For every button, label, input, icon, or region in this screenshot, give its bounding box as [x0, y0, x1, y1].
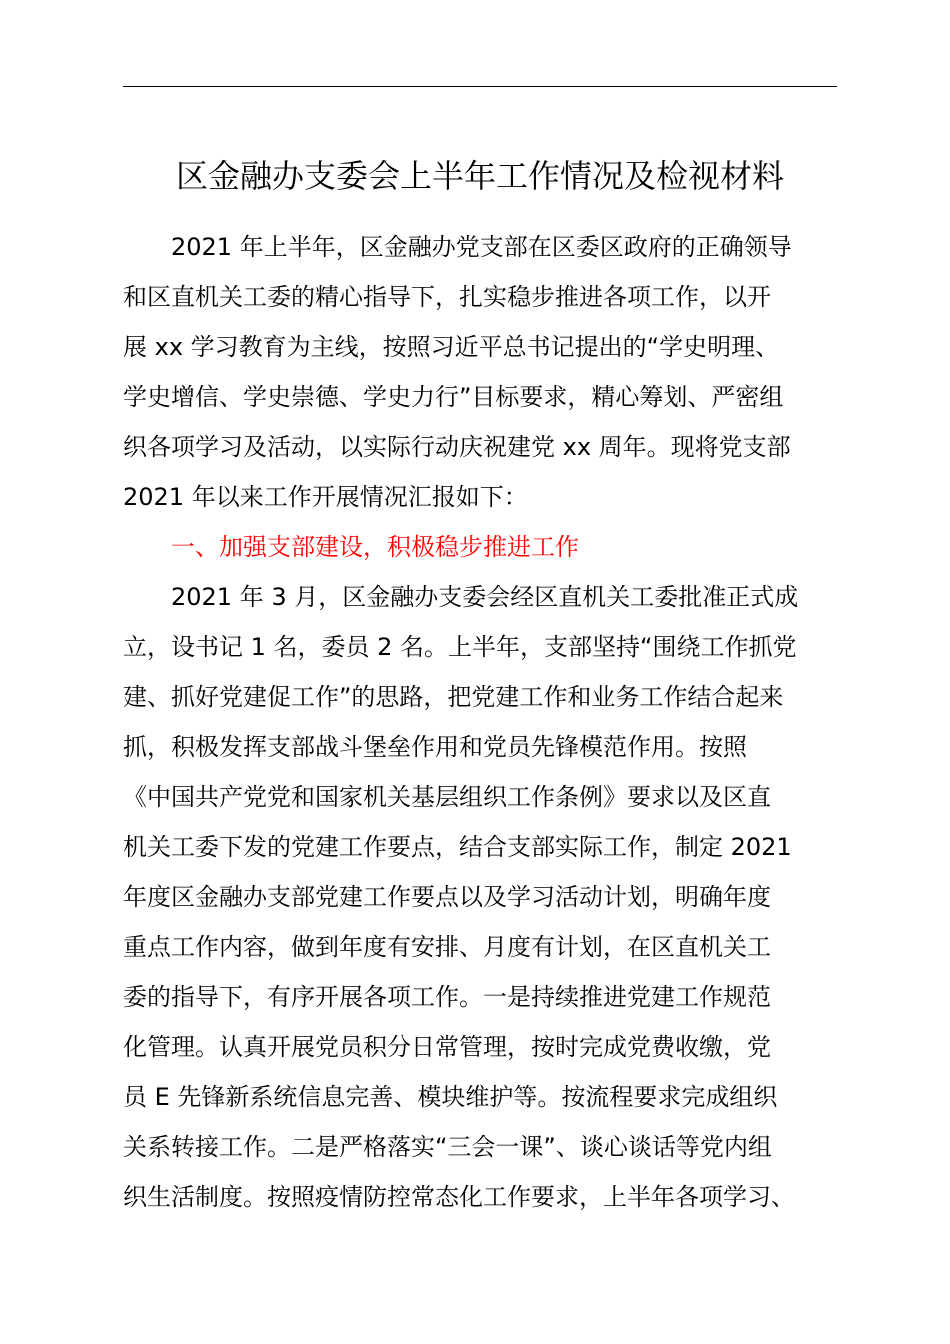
- paragraph-line: 《中国共产党党和国家机关基层组织工作条例》要求以及区直: [123, 783, 771, 811]
- paragraph-line: 化管理。认真开展党员积分日常管理，按时完成党费收缴，党: [123, 1033, 771, 1061]
- paragraph-line: 年度区金融办支部党建工作要点以及学习活动计划，明确年度: [123, 883, 771, 911]
- paragraph-line: 2021 年 3 月，区金融办支委会经区直机关工委批准正式成: [171, 583, 799, 611]
- paragraph-line: 展 xx 学习教育为主线，按照习近平总书记提出的“学史明理、: [123, 333, 780, 361]
- paragraph-line: 2021 年以来工作开展情况汇报如下：: [123, 483, 528, 511]
- paragraph-line: 和区直机关工委的精心指导下，扎实稳步推进各项工作，以开: [123, 283, 771, 311]
- paragraph-line: 2021 年上半年，区金融办党支部在区委区政府的正确领导: [171, 233, 792, 261]
- paragraph-line: 建、抓好党建促工作”的思路，把党建工作和业务工作结合起来: [123, 683, 784, 711]
- paragraph-line: 抓，积极发挥支部战斗堡垒作用和党员先锋模范作用。按照: [123, 733, 747, 761]
- paragraph-line: 织各项学习及活动，以实际行动庆祝建党 xx 周年。现将党支部: [123, 433, 791, 461]
- paragraph-line: 机关工委下发的党建工作要点，结合支部实际工作，制定 2021: [123, 833, 792, 861]
- paragraph-line: 委的指导下，有序开展各项工作。一是持续推进党建工作规范: [123, 983, 771, 1011]
- paragraph-line: 重点工作内容，做到年度有安排、月度有计划，在区直机关工: [123, 933, 771, 961]
- header-rule: [123, 86, 837, 87]
- paragraph-line: 学史增信、学史崇德、学史力行”目标要求，精心筹划、严密组: [123, 383, 784, 411]
- paragraph-line: 关系转接工作。二是严格落实“三会一课”、谈心谈话等党内组: [123, 1133, 772, 1161]
- section-heading: 一、加强支部建设，积极稳步推进工作: [171, 533, 579, 561]
- paragraph-line: 员 E 先锋新系统信息完善、模块维护等。按流程要求完成组织: [123, 1083, 778, 1111]
- paragraph-line: 立，设书记 1 名，委员 2 名。上半年，支部坚持“围绕工作抓党: [123, 633, 797, 661]
- document-title: 区金融办支委会上半年工作情况及检视材料: [175, 157, 784, 195]
- paragraph-line: 织生活制度。按照疫情防控常态化工作要求，上半年各项学习、: [123, 1183, 795, 1211]
